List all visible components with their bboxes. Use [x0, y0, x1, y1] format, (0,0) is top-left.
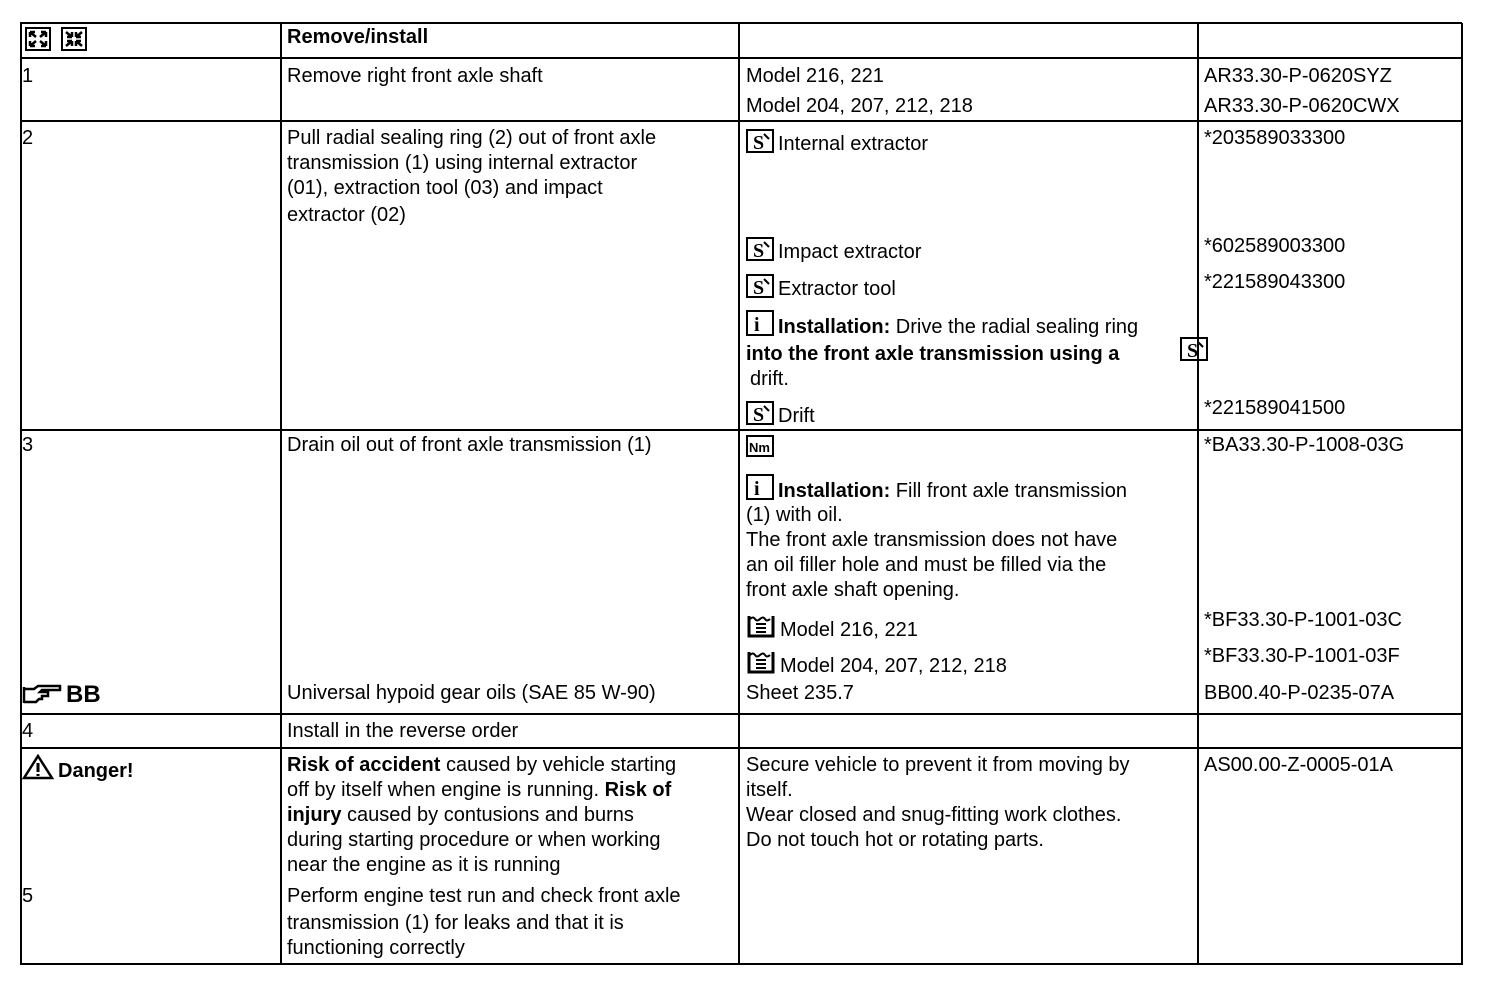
model-text: Model 204, 207, 212, 218 [780, 655, 1007, 677]
step-action: Remove right front axle shaft [287, 65, 543, 87]
safety-text: Secure vehicle to prevent it from moving by [746, 754, 1130, 776]
installation-label: Installation: [778, 316, 891, 338]
part-number: *221589041500 [1204, 397, 1346, 419]
step-number: 2 [22, 127, 34, 149]
reference-link[interactable]: AR33.30-P-0620SYZ [1204, 65, 1392, 87]
fluid-item [746, 613, 918, 643]
tool-name: Impact extractor [778, 241, 922, 263]
note-text: drift. [750, 368, 789, 390]
note-text: front axle shaft opening. [746, 579, 960, 601]
divider [20, 747, 1462, 749]
svg-text:S: S [753, 240, 765, 261]
installation-label: Installation: [778, 480, 891, 502]
divider [20, 429, 1462, 431]
step-action: Drain oil out of front axle transmission (1) [287, 434, 652, 456]
fluid-item [746, 649, 1007, 679]
svg-text:S: S [1187, 340, 1199, 361]
fluid-capacity-icon [746, 613, 776, 639]
svg-text:i: i [754, 314, 760, 336]
reference-link[interactable]: *BA33.30-P-1008-03G [1204, 434, 1405, 456]
warning-icon [22, 754, 54, 780]
note-text: Fill front axle transmission [895, 480, 1127, 502]
danger-action [287, 778, 671, 803]
step-number: 1 [22, 65, 34, 87]
collapse-icon[interactable] [61, 27, 87, 51]
danger-action [287, 753, 676, 778]
divider [20, 23, 22, 965]
text: off by itself when engine is running. [287, 779, 605, 801]
model-text: Model 204, 207, 212, 218 [746, 95, 973, 117]
divider [1197, 23, 1199, 965]
part-number: *602589003300 [1204, 235, 1346, 257]
step-number: 3 [22, 434, 34, 456]
pointing-hand-icon [22, 683, 62, 705]
special-tool-icon [746, 274, 774, 298]
step-action: Universal hypoid gear oils (SAE 85 W-90) [287, 682, 656, 704]
tool-item [746, 274, 896, 302]
tool-item [746, 129, 928, 157]
tool-item [746, 237, 921, 265]
operating-fluids-marker [22, 682, 101, 709]
tool-name: Internal extractor [778, 133, 929, 155]
danger-action: near the engine as it is running [287, 854, 561, 876]
reference-link[interactable]: *BF33.30-P-1001-03F [1204, 645, 1400, 667]
special-tool-icon [746, 237, 774, 261]
expand-icon[interactable] [25, 27, 51, 51]
special-tool-icon [746, 129, 774, 153]
reference-link[interactable]: *BF33.30-P-1001-03C [1204, 609, 1402, 631]
info-icon [746, 474, 774, 500]
divider [280, 23, 282, 965]
model-text: Model 216, 221 [746, 65, 884, 87]
reference-link[interactable]: AR33.30-P-0620CWX [1204, 95, 1400, 117]
model-text: Model 216, 221 [780, 619, 918, 641]
safety-text: Wear closed and snug-fitting work clothes. [746, 804, 1122, 826]
step-action: extractor (02) [287, 204, 406, 226]
divider [20, 57, 1462, 59]
safety-text: Do not touch hot or rotating parts. [746, 829, 1044, 851]
step-action: transmission (1) using internal extractor [287, 152, 638, 174]
special-tool-icon [746, 401, 774, 425]
divider [20, 713, 1462, 715]
step-action: functioning correctly [287, 937, 465, 959]
reference-link[interactable]: AS00.00-Z-0005-01A [1204, 754, 1394, 776]
step-action: (01), extraction tool (03) and impact [287, 177, 603, 199]
divider [20, 22, 1462, 24]
view-icons [25, 27, 91, 55]
divider [20, 963, 1462, 965]
step-action: Pull radial sealing ring (2) out of front axle [287, 127, 657, 149]
tool-item [746, 401, 815, 429]
text: caused by contusions and burns [341, 804, 634, 826]
danger-action [287, 803, 634, 828]
step-action: Install in the reverse order [287, 720, 519, 742]
part-number: *203589033300 [1204, 127, 1346, 149]
svg-text:Nm: Nm [749, 440, 770, 455]
danger-text: Danger! [58, 760, 134, 782]
svg-text:S: S [753, 404, 765, 425]
tool-name: Drift [778, 405, 815, 427]
step-action: transmission (1) for leaks and that it is [287, 912, 624, 934]
svg-text:S: S [753, 132, 765, 153]
reference-link[interactable]: BB00.40-P-0235-07A [1204, 682, 1395, 704]
divider [1461, 23, 1463, 965]
special-tool-icon [1180, 337, 1208, 361]
bb-label: BB [66, 681, 101, 708]
header-title: Remove/install [287, 26, 429, 48]
tool-name: Extractor tool [778, 278, 896, 300]
danger-label [22, 754, 134, 784]
installation-note [746, 310, 1138, 340]
svg-text:i: i [754, 478, 760, 500]
step-action: Perform engine test run and check front axle [287, 885, 681, 907]
svg-text:S: S [753, 277, 765, 298]
installation-note [746, 474, 1127, 504]
note-text: into the front axle transmission using a [746, 343, 1120, 365]
torque-icon [746, 435, 774, 457]
divider [738, 23, 740, 965]
step-number: 4 [22, 720, 34, 742]
info-icon [746, 310, 774, 336]
fluid-capacity-icon [746, 649, 776, 675]
bold-text: injury [287, 804, 342, 826]
part-number: *221589043300 [1204, 271, 1346, 293]
text: caused by vehicle starting [440, 754, 677, 776]
bold-text: Risk of [604, 779, 672, 801]
note-text: Drive the radial sealing ring [895, 316, 1139, 338]
danger-action: during starting procedure or when working [287, 829, 661, 851]
note-text: an oil filler hole and must be filled via the [746, 554, 1107, 576]
safety-text: itself. [746, 779, 793, 801]
step-number: 5 [22, 885, 34, 907]
bold-text: Risk of accident [287, 754, 441, 776]
note-text: (1) with oil. [746, 504, 843, 526]
note-text: The front axle transmission does not have [746, 529, 1118, 551]
sheet-ref: Sheet 235.7 [746, 682, 854, 704]
divider [20, 120, 1462, 122]
